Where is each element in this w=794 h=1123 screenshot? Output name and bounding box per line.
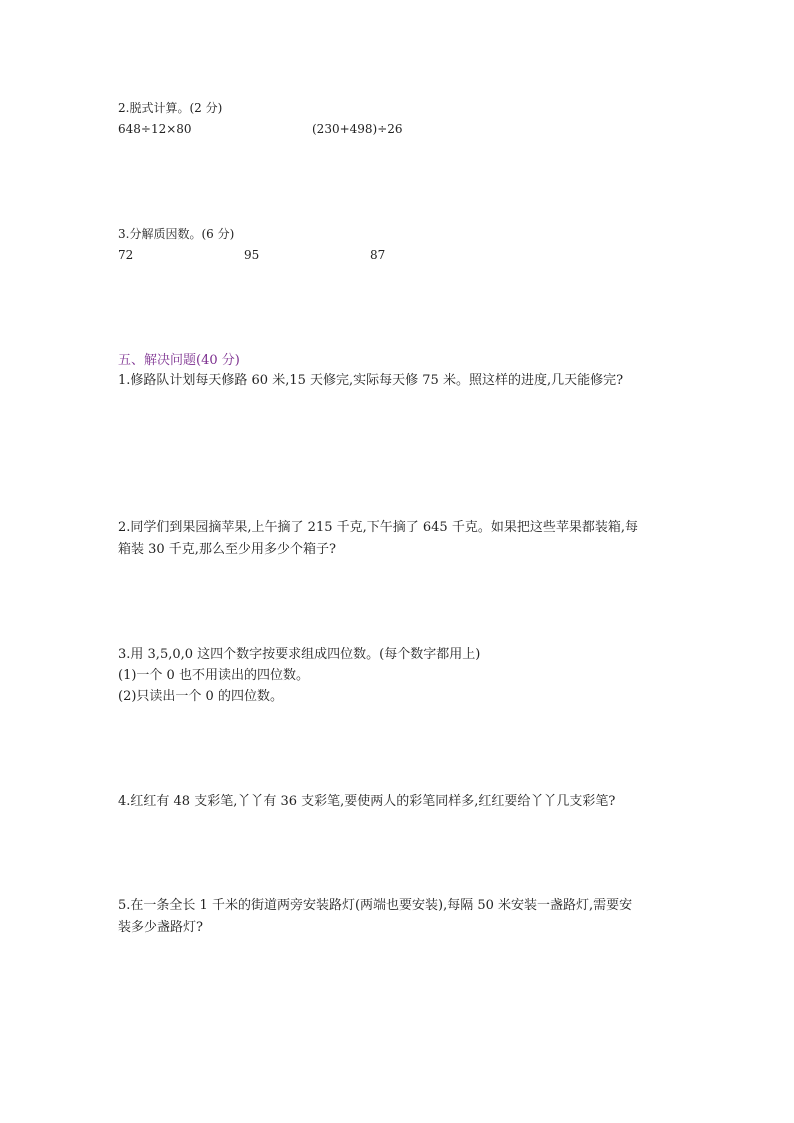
problem-3-line-1: 3.用 3,5,0,0 这四个数字按要求组成四位数。(每个数字都用上) [118,647,481,662]
problem-4: 4.红红有 48 支彩笔,丫丫有 36 支彩笔,要使两人的彩笔同样多,红红要给丫丫几支彩笔? [118,794,616,809]
problem-5-line-2: 装多少盏路灯? [118,920,203,935]
calc-expression-1: 648÷12×80 [118,122,192,136]
calc-question-title: 2.脱式计算。(2 分) [118,101,223,115]
section-heading: 五、解决问题(40 分) [118,353,240,368]
problem-5-line-1: 5.在一条全长 1 千米的街道两旁安装路灯(两端也要安装),每隔 50 米安装一盏路灯,需要安 [118,898,633,913]
factor-number-2: 95 [244,248,260,262]
problem-3-sub-1: (1)一个 0 也不用读出的四位数。 [118,668,309,683]
calc-expressions-row [118,123,438,137]
problem-2-line-2: 箱装 30 千克,那么至少用多少个箱子? [118,542,336,557]
factor-numbers-row [118,249,418,263]
factor-question-title: 3.分解质因数。(6 分) [118,227,235,241]
problem-1: 1.修路队计划每天修路 60 米,15 天修完,实际每天修 75 米。照这样的进度,几天能修完? [118,373,624,388]
problem-2-line-1: 2.同学们到果园摘苹果,上午摘了 215 千克,下午摘了 645 千克。如果把这些苹果都装箱,每 [118,520,638,535]
problem-3-sub-2: (2)只读出一个 0 的四位数。 [118,689,283,704]
factor-number-3: 87 [370,248,386,262]
calc-expression-2: (230+498)÷26 [312,122,403,136]
factor-number-1: 72 [118,248,134,262]
